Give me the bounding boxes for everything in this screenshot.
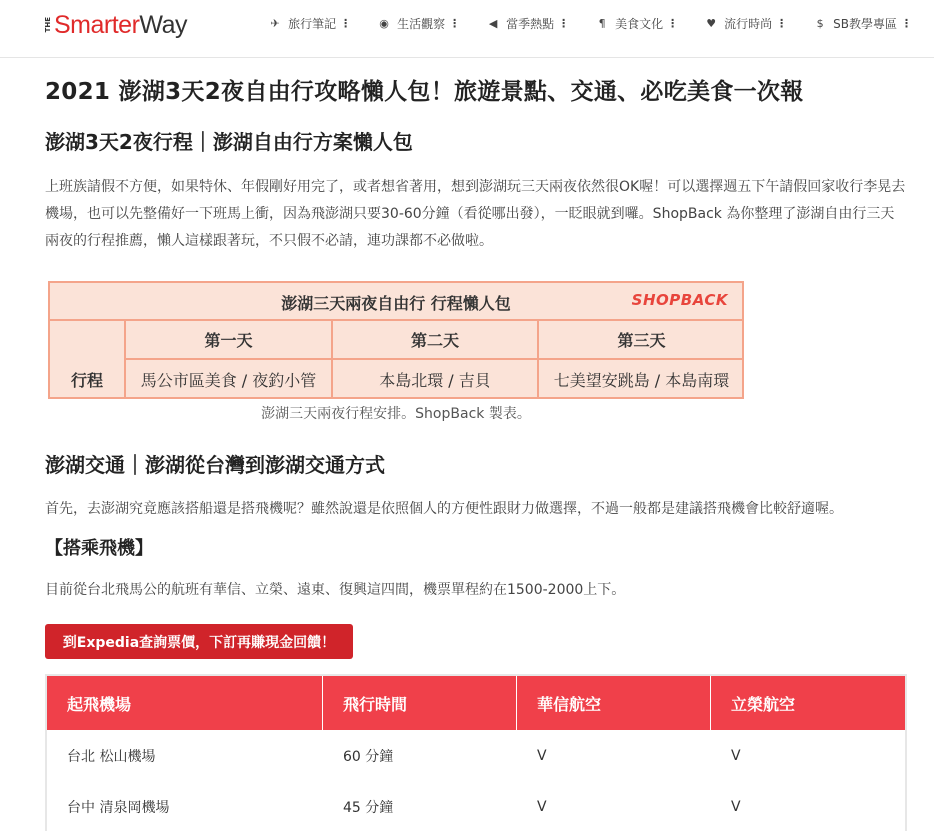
table-cell: 台中 清泉岡機場: [67, 799, 170, 816]
nav-item-label: 美食文化: [615, 16, 664, 31]
nav-item-label: SB教學專區: [833, 16, 897, 31]
more-vertical-icon: ⋮: [667, 16, 679, 30]
eye-icon: ◉: [379, 16, 389, 30]
table-row: [47, 781, 905, 831]
nav-item-label: 生活觀察: [397, 16, 446, 31]
more-vertical-icon: ⋮: [558, 16, 570, 30]
nav-item-label: 旅行筆記: [288, 16, 337, 31]
flight-table: [45, 674, 907, 831]
article-content: [45, 74, 907, 255]
plan-title-row: [50, 283, 742, 321]
logo-the-text: THE: [44, 17, 52, 33]
table-cell: V: [731, 798, 741, 815]
heart-icon: ♥: [706, 16, 717, 30]
more-vertical-icon: ⋮: [340, 16, 352, 30]
itinerary-paragraph: 上班族請假不方便，如果特休、年假剛好用完了，或者想省著用，想到澎湖玩三天兩夜依然很OK喔！可以選擇週五下午請假回家收行李晃去機場，也可以先整備好一下班馬上衝，因為飛澎湖只要30-60分鐘（看從哪出發），一眨眼就到囉。ShopBack 為你整理了澎湖自由行三天兩夜的行程推薦，懶人這樣跟著玩，不只假不必請，連功課都不必做啦。: [45, 179, 906, 249]
main-nav: [242, 14, 912, 32]
site-logo[interactable]: [45, 9, 187, 41]
more-vertical-icon: ⋮: [901, 16, 912, 30]
plan-day-header: 第二天: [410, 331, 459, 350]
table-cell: V: [537, 747, 547, 764]
nav-item-hot[interactable]: [486, 14, 569, 32]
plan-itinerary-cell: 七美望安跳島 / 本島南環: [553, 371, 730, 390]
flight-subheading: 【搭乘飛機】: [45, 538, 153, 559]
table-header-cell: 華信航空: [517, 676, 711, 730]
expedia-button[interactable]: 到Expedia查詢票價，下訂再賺現金回饋！: [45, 624, 353, 659]
nav-item-travel[interactable]: [268, 14, 351, 32]
more-vertical-icon: ⋮: [449, 16, 461, 30]
plan-title: 澎湖三天兩夜自由行 行程懶人包: [281, 294, 511, 313]
table-header-cell: 飛行時間: [323, 676, 517, 730]
plan-day-header: 第三天: [617, 331, 666, 350]
plan-itinerary-cell: 本島北環 / 吉貝: [379, 371, 491, 390]
nav-item-label: 當季熱點: [506, 16, 555, 31]
table-cell: V: [731, 747, 741, 764]
table-header-row: [47, 676, 905, 730]
shopback-logo: SHOPBACK: [631, 291, 728, 309]
plan-itinerary-cell: 馬公市區美食 / 夜釣小管: [140, 371, 317, 390]
table-cell: 60 分鐘: [343, 748, 394, 765]
flight-paragraph: 目前從台北飛馬公的航班有華信、立榮、遠東、復興這四間，機票單程約在1500-2000上下。: [45, 582, 626, 598]
image-caption: 澎湖三天兩夜行程安排。ShopBack 製表。: [261, 406, 531, 422]
table-header-cell: 起飛機場: [47, 676, 323, 730]
article-title: 2021 澎湖3天2夜自由行攻略懶人包！旅遊景點、交通、必吃美食一次報: [45, 79, 804, 105]
transport-section: [45, 450, 907, 604]
table-row: [47, 730, 905, 781]
section-heading-itinerary: 澎湖3天2夜行程｜澎湖自由行方案懶人包: [45, 130, 413, 154]
plan-day-header: 第一天: [204, 331, 253, 350]
itinerary-table-image: [48, 281, 744, 399]
table-cell: 45 分鐘: [343, 799, 394, 816]
utensils-icon: ¶: [598, 16, 606, 30]
nav-item-life[interactable]: [377, 14, 460, 32]
site-header: [0, 0, 934, 58]
table-cell: 台北 松山機場: [67, 748, 156, 765]
megaphone-icon: ◀: [488, 16, 498, 30]
plan-row-label: 行程: [70, 371, 103, 390]
nav-item-food[interactable]: [595, 14, 678, 32]
logo-way-text: Way: [139, 10, 187, 39]
dollar-icon: $: [816, 16, 824, 30]
logo-smarter-text: Smarter: [54, 10, 140, 39]
airplane-icon: ✈: [270, 16, 280, 30]
transport-paragraph: 首先，去澎湖究竟應該搭船還是搭飛機呢？雖然說還是依照個人的方便性跟財力做選擇，不過一般都是建議搭飛機會比較舒適喔。: [45, 501, 843, 517]
nav-item-fashion[interactable]: [704, 14, 787, 32]
nav-item-label: 流行時尚: [724, 16, 773, 31]
more-vertical-icon: ⋮: [776, 16, 788, 30]
table-header-cell: 立榮航空: [731, 694, 796, 714]
section-heading-transport: 澎湖交通｜澎湖從台灣到澎湖交通方式: [45, 453, 385, 477]
nav-item-tutorial[interactable]: [813, 14, 912, 32]
table-cell: V: [537, 798, 547, 815]
